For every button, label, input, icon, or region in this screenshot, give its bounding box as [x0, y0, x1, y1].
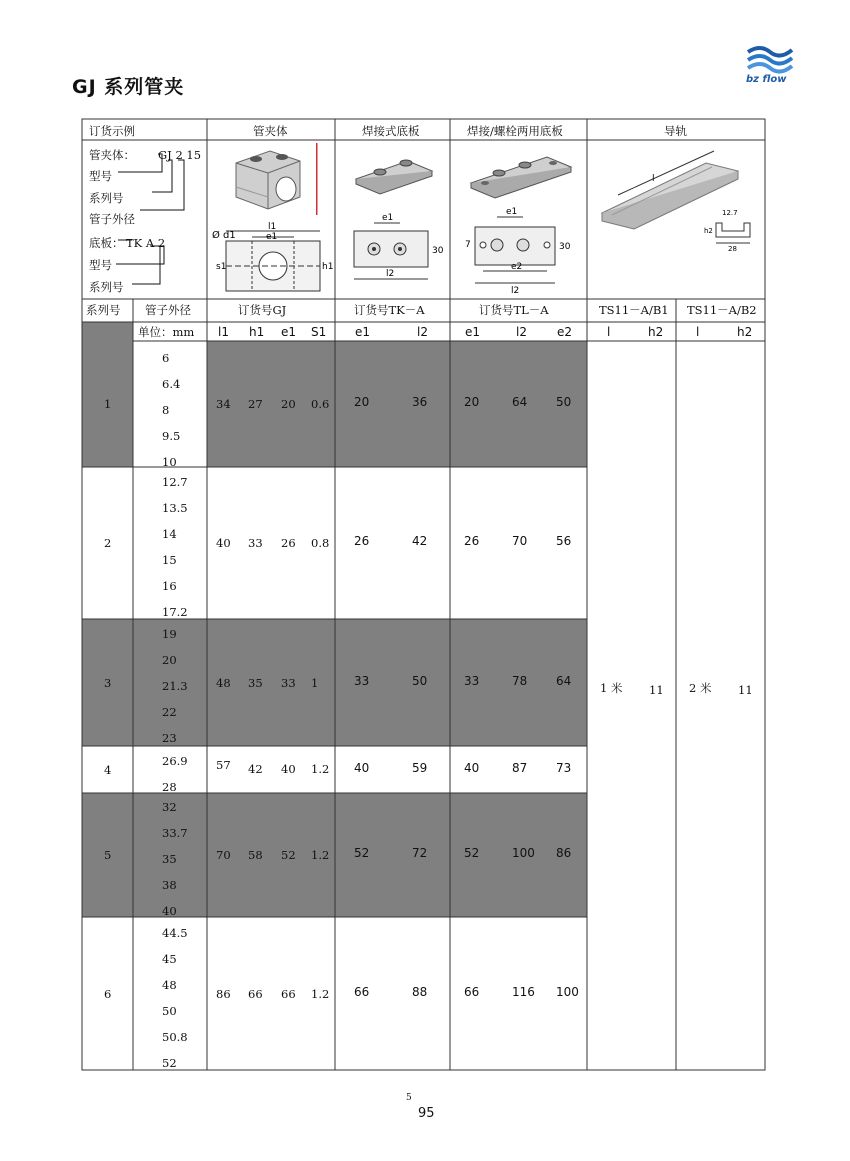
subheader-gj: 订货号GJ [238, 303, 287, 317]
pipe-od-value: 14 [162, 527, 177, 541]
pipe-od-value: 15 [162, 553, 177, 567]
header-rail: 导轨 [664, 124, 687, 138]
pipe-od-value: 20 [162, 653, 177, 667]
subheader-tk: 订货号TK－A [354, 303, 425, 317]
tk-value: 33 [354, 674, 370, 688]
tk-value: 20 [354, 395, 370, 409]
tk-value: 42 [412, 534, 428, 548]
tl-value: 100 [556, 985, 579, 999]
gj-value: 1.2 [311, 848, 330, 862]
gj-value: 70 [216, 848, 231, 862]
gj-value: 58 [248, 848, 263, 862]
tl-value: 73 [556, 761, 572, 775]
pipe-od-value: 50 [162, 1004, 177, 1018]
pipe-od-value: 45 [162, 952, 177, 966]
tl-value: 26 [464, 534, 480, 548]
gj-value: 52 [281, 848, 296, 862]
tl-value: 56 [556, 534, 572, 548]
series-number: 1 [104, 397, 112, 411]
tk-value: 50 [412, 674, 428, 688]
tl-value: 116 [512, 985, 535, 999]
pipe-od-value: 38 [162, 878, 177, 892]
tl-value: 86 [556, 846, 572, 860]
drawing-label: s1 [216, 262, 227, 272]
page-number: 95 [418, 1106, 435, 1121]
drawing-label: h1 [322, 262, 334, 272]
tl-value: 66 [464, 985, 480, 999]
drawing-label: e1 [266, 232, 278, 242]
pipe-od-value: 52 [162, 1056, 177, 1070]
tl-value: 87 [512, 761, 528, 775]
gj-value: 34 [216, 397, 231, 411]
subheader-tl: 订货号TL－A [479, 303, 549, 317]
pipe-od-value: 8 [162, 403, 170, 417]
drawing-label: Ø d1 [212, 230, 236, 241]
order-line: 型号 [89, 169, 112, 183]
gj-value: 33 [248, 536, 263, 550]
pipe-od-value: 44.5 [162, 926, 188, 940]
col-label: h2 [648, 325, 664, 339]
subheader-pipe-od: 管子外径 [145, 303, 191, 317]
pipe-od-value: 21.3 [162, 679, 188, 693]
gj-value: 42 [248, 762, 263, 776]
rail-drawing [588, 141, 764, 298]
gj-value: 26 [281, 536, 296, 550]
order-line: 管夹体： [89, 148, 135, 162]
drawing-label: e1 [382, 213, 394, 223]
pipe-od-value: 28 [162, 780, 177, 794]
tk-value: 36 [412, 395, 428, 409]
pipe-od-value: 50.8 [162, 1030, 188, 1044]
weld-bolt-plate-drawing [451, 141, 586, 298]
gj-value: 40 [281, 762, 296, 776]
pipe-od-value: 9.5 [162, 429, 181, 443]
order-line: 底板： [89, 236, 124, 250]
order-line: 系列号 [89, 280, 124, 294]
gj-value: 40 [216, 536, 231, 550]
series-number: 5 [104, 848, 112, 862]
drawing-label: 12.7 [722, 209, 738, 217]
tl-value: 50 [556, 395, 572, 409]
pipe-od-value: 6.4 [162, 377, 181, 391]
drawing-label: l [652, 174, 655, 184]
order-line: 管子外径 [89, 212, 135, 226]
series-number: 6 [104, 987, 112, 1001]
gj-value: 66 [281, 987, 296, 1001]
pipe-od-value: 16 [162, 579, 177, 593]
tl-value: 40 [464, 761, 480, 775]
gj-value: 33 [281, 676, 296, 690]
col-label: e2 [557, 325, 573, 339]
col-label: l [696, 325, 700, 339]
order-example-heading: 订货示例 [89, 124, 135, 138]
page-mark: 5 [406, 1093, 412, 1103]
order-line: 型号 [89, 258, 112, 272]
pipe-od-value: 22 [162, 705, 177, 719]
tk-value: 72 [412, 846, 428, 860]
tk-value: 52 [354, 846, 370, 860]
logo-text: bz flow [746, 74, 787, 85]
tl-value: 64 [556, 674, 572, 688]
tk-value: 40 [354, 761, 370, 775]
col-label: e1 [281, 325, 297, 339]
gj-value: 86 [216, 987, 231, 1001]
rail-b2-length: 2 米 [689, 681, 712, 695]
pipe-od-value: 26.9 [162, 754, 188, 768]
gj-value: 57 [216, 758, 231, 772]
order-line: 系列号 [89, 191, 124, 205]
gj-value: 66 [248, 987, 263, 1001]
series-number: 2 [104, 536, 112, 550]
pipe-od-value: 13.5 [162, 501, 188, 515]
gj-value: 1.2 [311, 987, 330, 1001]
tl-value: 20 [464, 395, 480, 409]
pipe-od-value: 35 [162, 852, 177, 866]
drawing-label: l2 [386, 269, 395, 279]
page-title: GJ 系列管夹 [72, 76, 185, 98]
tk-value: 88 [412, 985, 428, 999]
subheader-series: 系列号 [86, 303, 121, 317]
col-label: l2 [516, 325, 527, 339]
pipe-od-value: 40 [162, 904, 177, 918]
col-label: e1 [465, 325, 481, 339]
drawing-label: 30 [559, 242, 571, 252]
header-weld-plate: 焊接式底板 [362, 124, 420, 138]
drawing-label: h2 [704, 227, 713, 235]
drawing-label: 30 [432, 246, 444, 256]
tk-value: 26 [354, 534, 370, 548]
col-label: e1 [355, 325, 371, 339]
tl-value: 100 [512, 846, 535, 860]
tl-value: 78 [512, 674, 528, 688]
drawing-label: 28 [728, 245, 737, 253]
col-label: l2 [417, 325, 428, 339]
series-number: 4 [104, 763, 112, 777]
gj-value: 1 [311, 676, 319, 690]
header-clamp-body: 管夹体 [253, 124, 288, 138]
rail-b2-h2: 11 [738, 683, 753, 697]
drawing-label: e2 [511, 262, 523, 272]
gj-value: 1.2 [311, 762, 330, 776]
series-number: 3 [104, 676, 112, 690]
col-label: h1 [249, 325, 265, 339]
weld-plate-drawing [336, 141, 449, 298]
gj-value: 48 [216, 676, 231, 690]
col-label: h2 [737, 325, 753, 339]
tl-value: 52 [464, 846, 480, 860]
rail-b1-h2: 11 [649, 683, 664, 697]
pipe-od-value: 10 [162, 455, 177, 469]
tk-value: 66 [354, 985, 370, 999]
gj-value: 0.8 [311, 536, 330, 550]
drawing-label: e1 [506, 207, 518, 217]
col-label: S1 [311, 325, 327, 339]
pipe-od-value: 33.7 [162, 826, 188, 840]
gj-value: 35 [248, 676, 263, 690]
unit-label: 单位：mm [138, 325, 195, 339]
order-code-gj: GJ 2 15 [158, 148, 202, 162]
gj-value: 27 [248, 397, 263, 411]
col-label: l1 [218, 325, 229, 339]
col-label: l [607, 325, 611, 339]
pipe-od-value: 12.7 [162, 475, 188, 489]
pipe-od-value: 19 [162, 627, 177, 641]
drawing-label: l1 [268, 222, 277, 232]
pipe-od-value: 32 [162, 800, 177, 814]
tl-value: 70 [512, 534, 528, 548]
subheader-b1: TS11－A/B1 [599, 303, 669, 317]
tl-value: 33 [464, 674, 480, 688]
pipe-od-value: 6 [162, 351, 170, 365]
order-code-tk: TK A 2 [126, 236, 166, 250]
drawing-label: l2 [511, 286, 520, 296]
gj-value: 20 [281, 397, 296, 411]
drawing-label: 7 [465, 240, 471, 250]
tl-value: 64 [512, 395, 528, 409]
clamp-body-drawing [208, 141, 334, 298]
tk-value: 59 [412, 761, 428, 775]
rail-b1-length: 1 米 [600, 681, 623, 695]
pipe-od-value: 17.2 [162, 605, 188, 619]
header-weld-bolt-plate: 焊接/螺栓两用底板 [467, 124, 563, 138]
pipe-od-value: 23 [162, 731, 177, 745]
pipe-od-value: 48 [162, 978, 177, 992]
gj-value: 0.6 [311, 397, 330, 411]
subheader-b2: TS11－A/B2 [687, 303, 757, 317]
